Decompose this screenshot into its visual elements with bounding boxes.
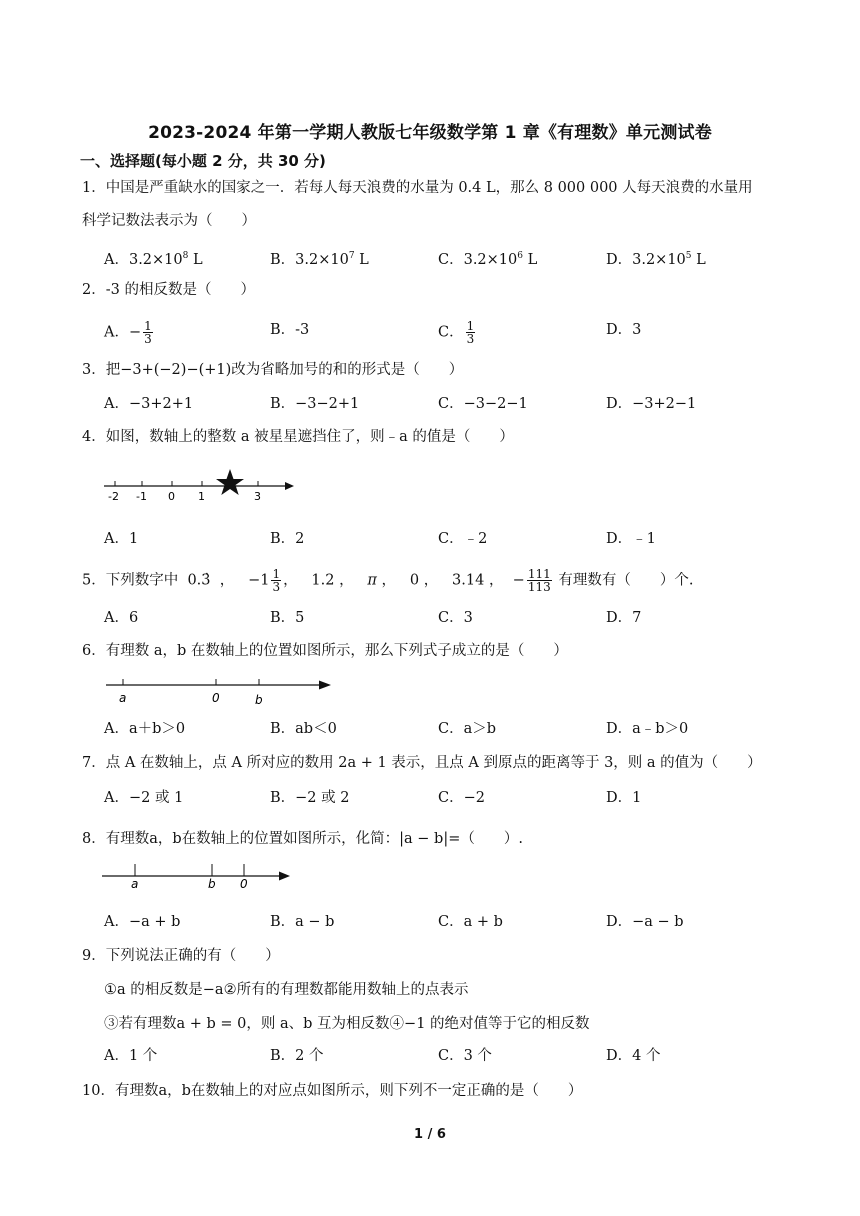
q8-number-line-figure [98,860,298,894]
q9-statements-3-4: ③若有理数a + b = 0，则 a、b 互为相反数④−1 的绝对值等于它的相反数 [104,1016,590,1032]
q8-label-zero: 0 [240,877,248,891]
q3-option-b: B．−3−2+1 [270,396,360,412]
q4-tick-label: 3 [254,490,261,503]
q7-option-c: C．−2 [438,790,485,806]
q8-option-c: C．a + b [438,914,503,930]
q2-option-a: A．− $\frac{1}{3}$ [104,319,152,346]
q1-option-c: C．$3.2\times 10^6$ L [438,251,538,268]
section-heading: 一、选择题(每小题 2 分，共 30 分) [80,152,326,170]
q8-option-d: D．−a − b [606,914,684,930]
q6-option-b: B．ab＜0 [270,721,337,737]
q8-label-a: a [131,877,139,891]
q4-option-a: A．1 [104,531,139,547]
q9-option-a: A．1 个 [104,1048,158,1064]
star-icon [216,469,244,495]
q5-option-c: C．3 [438,610,473,626]
q4-tick-label: -2 [108,490,119,503]
q4-option-c: C．﹣2 [438,531,488,547]
question-5-text: 5．下列数字中 0.3̇ ， −1 $\frac{1}{3}$ ， 1.2 ， π ， 0 ， 3.14 ， − $\frac{111}{113}$ 有理数有（ ）个. [82,567,694,594]
q5-option-d: D．7 [606,610,642,626]
q5-option-b: B．5 [270,610,305,626]
q1-option-a: A．$3.2\times 10^8$ L [104,251,203,268]
q9-option-c: C．3 个 [438,1048,492,1064]
q4-tick-label: 0 [168,490,175,503]
q6-option-d: D．a﹣b＞0 [606,721,689,737]
question-9-text: 9．下列说法正确的有（ ） [82,948,280,964]
q6-option-a: A．a＋b＞0 [104,721,186,737]
q7-option-d: D．1 [606,790,642,806]
q6-number-line-figure [100,674,340,710]
q8-option-a: A．−a + b [104,914,181,930]
q4-number-line-figure [100,464,300,506]
q9-statements-1-2: ①a 的相反数是−a②所有的有理数都能用数轴上的点表示 [104,982,469,998]
q6-label-zero: 0 [212,691,220,705]
q7-option-a: A．−2 或 1 [104,790,184,806]
q4-option-b: B．2 [270,531,305,547]
q8-option-b: B．a − b [270,914,335,930]
q4-option-d: D．﹣1 [606,531,656,547]
q9-option-b: B．2 个 [270,1048,324,1064]
question-1-text: 1．中国是严重缺水的国家之一．若每人每天浪费的水量为 0.4 L，那么 8 000 000 人每天浪费的水量用 [82,180,753,196]
q3-option-a: A．−3+2+1 [104,396,194,412]
q6-label-b: b [255,693,263,707]
question-2-text: 2．-3 的相反数是（ ） [82,282,255,298]
q5-option-a: A．6 [104,610,139,626]
question-4-text: 4．如图，数轴上的整数 a 被星星遮挡住了，则﹣a 的值是（ ） [82,429,514,445]
page-number: 1 / 6 [414,1127,446,1142]
question-8-text: 8．有理数a，b在数轴上的位置如图所示，化简：|a − b|=（ ）. [82,831,523,847]
q8-label-b: b [208,877,216,891]
q9-option-d: D．4 个 [606,1048,661,1064]
q6-option-c: C．a＞b [438,721,497,737]
q2-option-c: C． $\frac{1}{3}$ [438,319,475,346]
q3-option-c: C．−3−2−1 [438,396,528,412]
page-title: 2023-2024 年第一学期人教版七年级数学第 1 章《有理数》单元测试卷 [148,123,712,143]
q6-label-a: a [119,691,127,705]
q4-tick-label: -1 [136,490,147,503]
q3-option-d: D．−3+2−1 [606,396,697,412]
q2-option-d: D．3 [606,322,642,338]
question-6-text: 6．有理数 a，b 在数轴上的位置如图所示，那么下列式子成立的是（ ） [82,643,568,659]
q1-option-b: B．$3.2\times 10^7$ L [270,251,369,268]
question-10-text: 10．有理数a，b在数轴上的对应点如图所示，则下列不一定正确的是（ ） [82,1083,583,1099]
q4-tick-label: 1 [198,490,205,503]
question-7-text: 7．点 A 在数轴上，点 A 所对应的数用 2a + 1 表示，且点 A 到原点的距离等于 3，则 a 的值为（ ） [82,755,762,771]
q7-option-b: B．−2 或 2 [270,790,350,806]
q1-option-d: D．$3.2\times 10^5$ L [606,251,706,268]
q2-option-b: B．-3 [270,322,310,338]
question-3-text: 3．把−3+(−2)−(+1)改为省略加号的和的形式是（ ） [82,362,464,378]
question-1-text-cont: 科学记数法表示为（ ） [82,213,256,229]
